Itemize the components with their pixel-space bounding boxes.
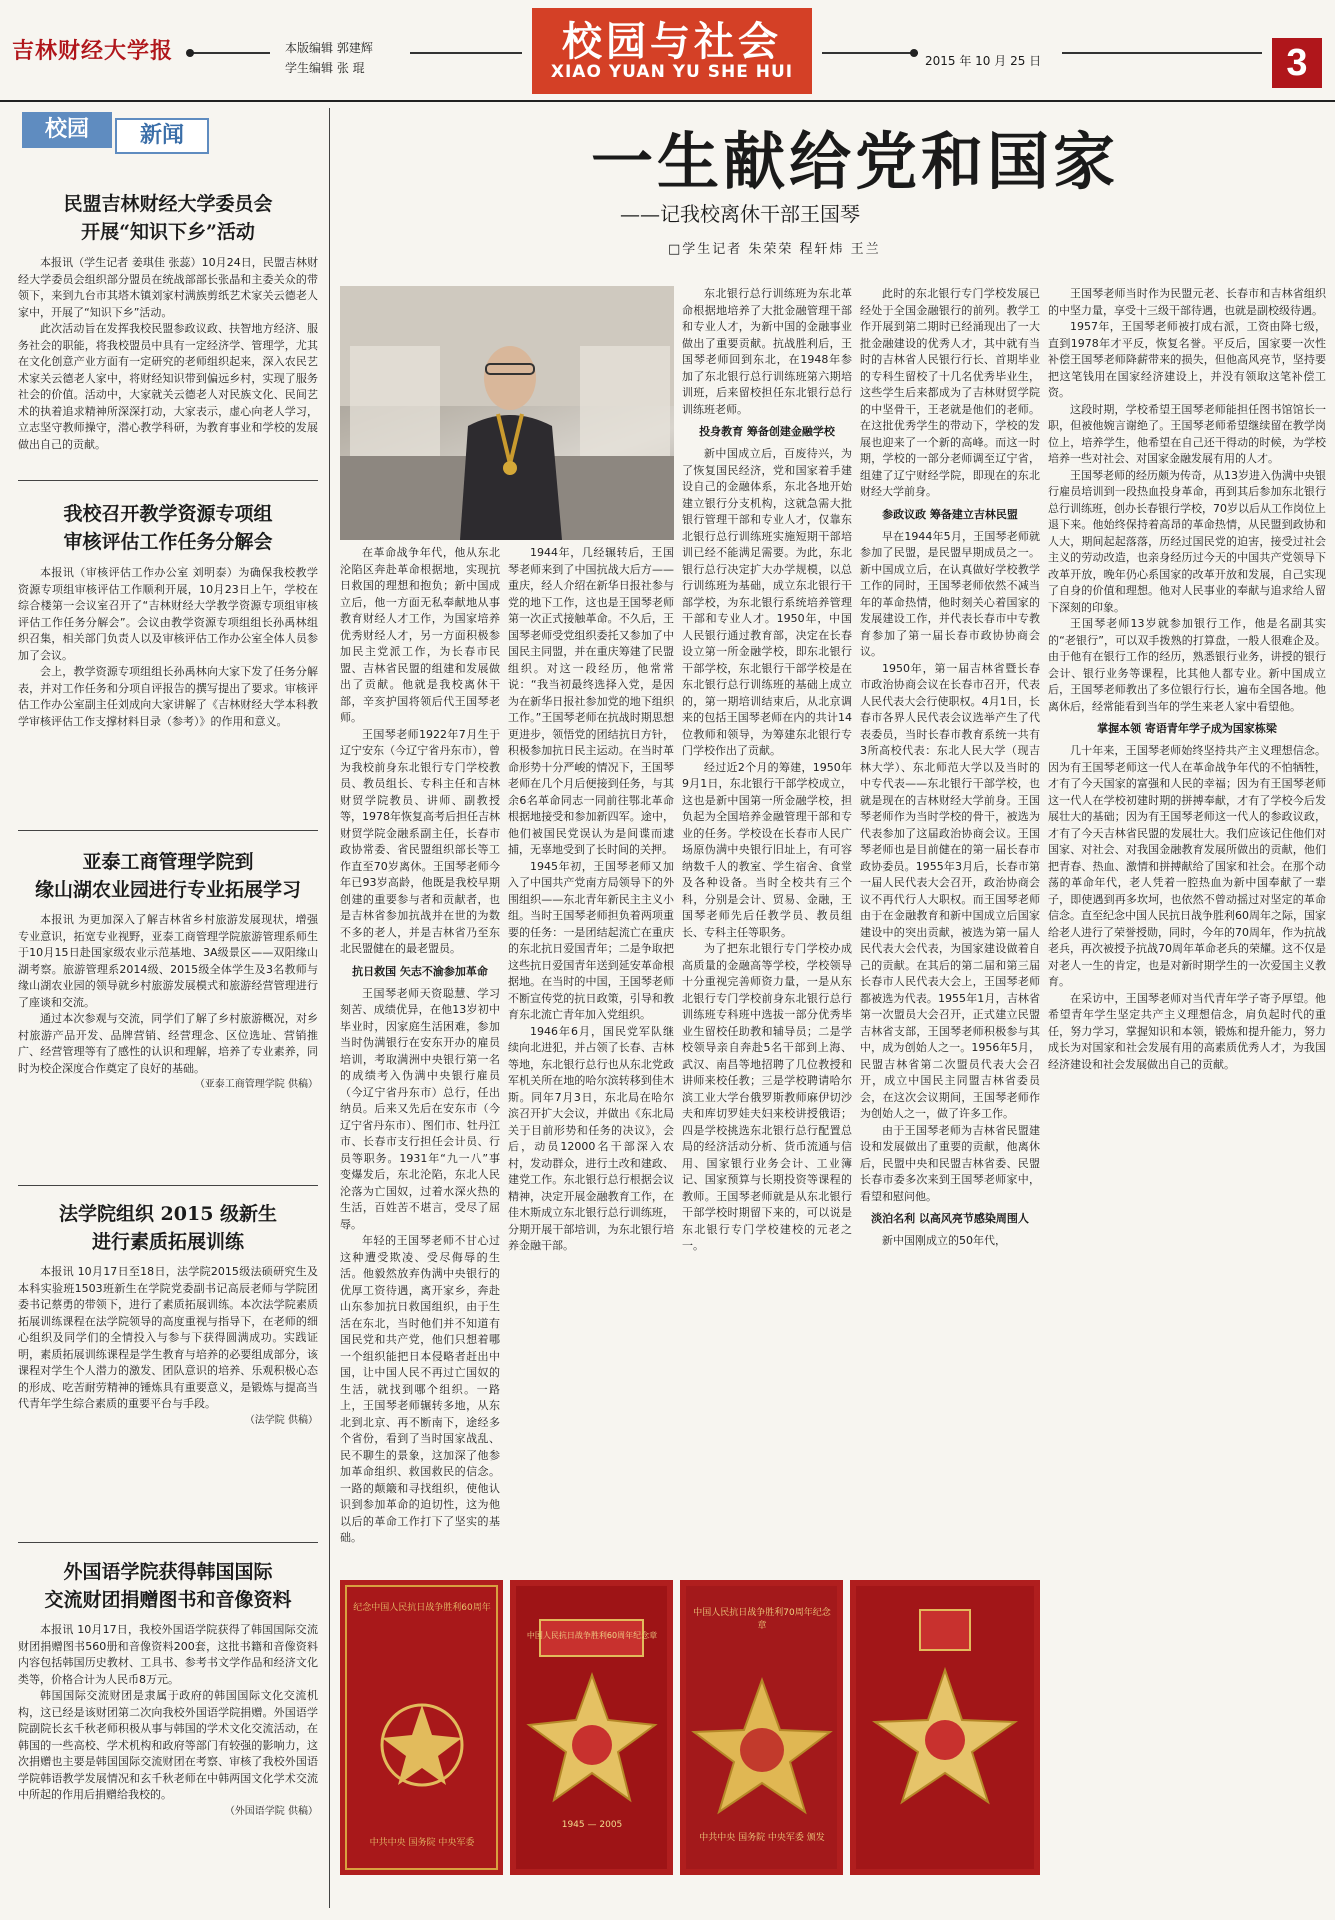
editor-line-1: 本版编辑 郭建辉 [285,41,373,55]
medal-1-illustration [340,1580,503,1875]
feature-subtitle: ——记我校离休干部王国琴 [620,202,860,226]
header-divider [0,100,1335,102]
news-2-title: 我校召开教学资源专项组 审核评估工作任务分解会 [63,503,273,553]
page-number: 3 [1272,38,1322,88]
feature-col-3: 东北银行总行训练班为东北革命根据地培养了大批金融管理干部和专业人才，为新中国的金融事业做出了重要贡献。抗战胜利后，王国琴老师回到东北，在1948年参加了东北银行总行训练班第六期培训班，后来留校担任东北银行总行训练班老师。 投身教育 筹备创建金融学校 新中国成立后，百废待兴，为了恢复国民经济，党和国家着手建设自己的金融体系，东北各地开始建立银行分支机构，这就急需大批银行管理干部和专业人才，仅靠东北银行总行训练班实施短期干部培训已经不能满足需要。为此，东北银行总行决定扩大办学规模，以总行训练班为基础，成立东北银行干部学校，为东北银行系统培养管理干部和专业人才。1950年，中国人民银行通过教育部，决定在长春设立第一所金融学校，即东北银行干部学校，东北银行干部学校是在东北银行总行训练班的基础上成立的，第一期培训结束后，从北京调来的包括王国琴老师在内的共计14位教师和领导，为筹建东北银行专门学校作出了贡献。 经过近2个月的筹建，1950年9月1日，东北银行干部学校成立，这也是新中国第一所金融学校，担负起为全国培养金融管理干部和专业的任务。学校设在长春市人民广场原伪满中央银行旧址上，有可容纳数千人的教室、学生宿舍、食堂及各种设备。当时全校共有三个科，分别是会计、贸易、金融，王国琴老师先后任教学员、教员组长、专科主任等职务。 为了把东北银行专门学校办成高质量的金融高等学校，学校领导十分重视完善师资力量，一是从东北银行专门学校前身东北银行总行训练班专科班中选拔一部分优秀毕业生留校任助教和辅导员；二是学校领导亲自奔赴5名干部到上海、武汉、南昌等地招聘了几位教授和讲师来校任教；三是学校聘请哈尔滨工业大学台俄罗斯教师麻伊切沙夫和库切罗娃夫妇来校讲授俄语；四是学校挑选东北银行总行配置总局的经济活动分析、货币流通与信用、国家银行业务会计、工业簿记、国家预算与长期投资等课程的教师。王国琴老师就是从东北银行干部学校时期留下来的，可以说是东北银行专门学校建校的元老之一。 [682,287,852,1252]
feature-title: 一生献给党和国家 [590,125,1119,198]
news-3-title: 亚泰工商管理学院到 缘山湖农业园进行专业拓展学习 [34,851,301,901]
medal-2-illustration [510,1580,673,1875]
news-3-body: 本报讯 为更加深入了解吉林省乡村旅游发展现状，增强专业意识，拓宽专业视野，亚泰工商管理学院旅游管理系师生于10月15日赴国家级农业示范基地、3A级景区——双阳缘山湖考察。旅游管理系2014级、2015级全体学生及3名教师与缘山湖农业园的领导就乡村旅游发展模式和旅游经营管理进行了座谈和交流。 通过本次参观与交流，同学们了解了乡村旅游概况，对乡村旅游产品开发、品牌营销、经营理念、区位选址、营销推广、经营管理等有了感性的认识和理解，培养了专业素养，同时为校企深度合作奠定了良好的基础。 （亚泰工商管理学院 供稿） [18,913,318,1090]
portrait-photo [340,286,674,540]
news-1-title: 民盟吉林财经大学委员会 开展“知识下乡”活动 [63,193,273,243]
medal-4-illustration [850,1580,1040,1875]
news-1-body: 本报讯（学生记者 姜琪佳 张蕊）10月24日，民盟吉林财经大学委员会组织部分盟员在统战部部长张晶和主委关众的带领下，来到九台市其塔木镇刘家村满族剪纸艺术家关云德老人家中，开展了“知识下乡”活动。 此次活动旨在发挥我校民盟参政议政、扶智地方经济、服务社会的职能，将我校盟员中具有一定经济学、管理学，尤其在文化创意产业方面有一定研究的老师组织起来，深入农民艺术家关云德老人家中，将财经知识带到偏远乡村，实现了服务社会的价值。活动中，大家就关云德老人对民族文化、民间艺术的执着追求精神所深深打动，大家表示，虚心向老人学习，立志坚守教师操守，潜心教学科研，为教育事业和学校的发展做出自己的贡献。 [18,256,318,451]
news-2-body: 本报讯（审核评估工作办公室 刘明泰）为确保我校教学资源专项组审核评估工作顺利开展，10月23日上午，学校在综合楼第一会议室召开了“吉林财经大学教学资源专项组审核评估工作任务分解会”。会议由教学资源专项组组长孙禹林组织召集，相关部门负责人以及审核评估工作办公室全体人员参加了会议。 会上，教学资源专项组组长孙禹林向大家下发了任务分解表，并对工作任务和分项自评报告的撰写提出了要求。审核评估工作办公室副主任刘成向大家讲解了《吉林财经大学本科教学审核评估工作支撑材料目录（参考）》的作用和意义。 [18,566,318,728]
news-separator [18,830,318,831]
section-title: 校园与社会 [562,18,782,65]
medal-3-caption-bottom: 中共中央 国务院 中央军委 颁发 [699,1833,825,1843]
medal-2-caption-top: 中国人民抗日战争胜利60周年纪念章 [526,1631,658,1640]
news-separator [18,1542,318,1543]
portrait-illustration [340,286,674,540]
medal-1-caption-top: 纪念中国人民抗日战争胜利60周年 [353,1603,491,1613]
header-rule-mid [410,52,522,54]
feature-col-1: 在革命战争年代，他从东北沦陷区奔赴革命根据地，实现抗日救国的理想和抱负；新中国成立后，他一方面无私奉献地从事教育财经人才工作，为国家培养优秀财经人才，另一方面积极参加民主党派工作，为长春市民盟、吉林省民盟的组建和发展做出了贡献。他就是我校离休干部，辛亥护国将领后代王国琴老师。 王国琴老师1922年7月生于辽宁安东（今辽宁省丹东市），曾为我校前身东北银行专门学校教员、教员组长、专科主任和吉林财贸学院教员、讲师、副教授等，1978年恢复高考后担任吉林财贸学院金融系副主任，长春市政协常委、省民盟组织部长等工作直至70岁离休。王国琴老师今年已93岁高龄，他既是我校早期创建的重要参与者和贡献者，也是吉林省参加抗战并在世的为数不多的老人，并是吉林省乃至东北民盟健在的最老盟员。 抗日救国 矢志不渝参加革命 王国琴老师天资聪慧、学习刻苦、成绩优异，在他13岁初中毕业时，因家庭生活困难，参加当时伪满银行在安东开办的雇员培训，考取满洲中央银行第一名的成绩考入伪满中央银行雇员（今辽宁省丹东市）总行，任出纳员。后来又先后在安东市（今辽宁省丹东市）、图们市、牡丹江市、长春市支行担任会计员、行员等职务。1931年“九一八”事变爆发后，东北沦陷，东北人民沦落为亡国奴，过着水深火热的生活，百姓苦不堪言，受尽了屈辱。 年轻的王国琴老师不甘心过这种遭受欺凌、受尽侮辱的生活。他毅然放弃伪满中央银行的优厚工资待遇，离开家乡，奔赴山东参加抗日救国组织，由于生活在东北，当时他们并不知道有国民党和共产党，他们只想着哪一个组织能把日本侵略者赶出中国，让中国人民不再过亡国奴的生活，就找到哪个组织。一路上，王国琴老师辗转多地，从东北到北京、再不断南下，途经多个省份，看到了当时国家战乱、民不聊生的景象，这加深了他参加革命组织、救国救民的信念。一路的颠簸和寻找组织，使他认识到参加革命的迫切性，这为他以后的革命工作打下了坚实的基础。 [340,546,500,1544]
feature-col-5: 王国琴老师当时作为民盟元老、长春市和吉林省组织的中坚力量，享受十三级干部待遇，也就是副校级待遇。 1957年，王国琴老师被打成右派，工资由降七级，直到1978年才平反，恢复名誉。平反后，国家要一次性补偿王国琴老师降薪带来的损失，但他高风亮节，坚持要把这笔钱用在国家经济建设上，并没有领取这笔补偿工资。 这段时期，学校希望王国琴老师能担任图书馆馆长一职，但被他婉言谢绝了。王国琴老师希望继续留在教学岗位上，培养学生，他希望在自己还干得动的时候，为学校培养一些对社会、对国家金融发展有用的人才。 王国琴老师的经历颇为传奇，从13岁进入伪满中央银行雇员培训到一段热血投身革命，再到其后参加东北银行总行训练班，创办长春银行学校，70岁以后从工作岗位上退下来。他始终保持着高昂的革命热情，从民盟到政协和人大，期间起起落落，历经过国民党的迫害，接受过社会主义的劳动改造，也亲身经历过今天的中国共产党领导下改革开放，晚年仍心系国家的改革开放和发展，自己实现了自身的价值和理想。他对人民事业的奉献与追求给人留下深刻的印象。 王国琴老师13岁就参加银行工作，他是名副其实的“老银行”，可以双手拨熟的打算盘，一般人很难企及。由于他有在银行工作的经历，熟悉银行业务，讲授的银行会计、银行业务等课程，比其他人都专业。新中国成立后，王国琴老师教出了多位银行行长，遍布全国各地。他离休后，经常能看到当年的学生来老人家中看望他。 掌握本领 寄语青年学子成为国家栋梁 几十年来，王国琴老师始终坚持共产主义理想信念。因为有王国琴老师这一代人在革命战争年代的不怕牺牲，才有了今天国家的富强和人民的幸福；因为有王国琴老师这一代人在学校初建时期的拼搏奉献，才有了学校今后发展壮大的基础；因为有王国琴老师这一代人的参政议政，才有了今天吉林省民盟的发展壮大。我们应该记住他们对国家、对社会、对我国金融教育发展所做出的贡献，他们把青春、热血、激情和拼搏献给了国家和社会。在那个动荡的革命年代，老人凭着一腔热血为新中国奉献了一辈子，即使遇到再多坎坷，也依然不曾动摇过对坚定的革命信念。直至纪念中国人民抗日战争胜利60周年之际，国家给老人进行了荣誉授勋，同时，今年的70周年，作为抗战老兵，再次被授予抗战70周年革命老兵的荣耀。这不仅是对老人一生的肯定，也是对新时期学生的一次爱国主义教育。 在采访中，王国琴老师对当代青年学子寄予厚望。他希望青年学生坚定共产主义理想信念，肩负起时代的重任，努力学习，掌握知识和本领，锻炼和提升能力，努力成长为对国家和社会发展有用的高素质优秀人才，为我国经济建设和社会发展做出自己的贡献。 [1048,287,1326,1071]
section-pinyin: XIAO YUAN YU SHE HUI [550,62,794,82]
header-rule-far [1062,52,1262,54]
issue-date: 2015 年 10 月 25 日 [925,54,1042,68]
feature-col-4: 此时的东北银行专门学校发展已经处于全国金融银行的前列。教学工作开展到第二期时已经涌现出了一大批金融建设的优秀人才，其中就有当时的吉林省人民银行行长、首期毕业的专科生留校了十几名优秀毕业生，这些学生后来都成为了吉林财贸学院的中坚骨干，王老就是他们的老师。在这批优秀学生的带动下，学校的发展也迎来了一个新的高峰。而这一时期，学校的一部分老师调至辽宁省，组建了辽宁财经学院，即现在的东北财经大学前身。 参政议政 筹备建立吉林民盟 早在1944年5月，王国琴老师就参加了民盟，是民盟早期成员之一。新中国成立后，在认真做好学校教学工作的同时，王国琴老师依然不减当年的革命热情，他时刻关心着国家的发展建设工作，并代表长春市中专教育参加了第一届长春市政协协商会议。 1950年，第一届吉林省暨长春市政治协商会议在长春市召开，代表人民代表大会行使职权。4月1日，长春市各界人民代表会议选举产生了代表委员，当时长春市教育系统一共有3所高校代表：东北人民大学（现吉林大学）、东北师范大学以及当时的中专代表——东北银行干部学校，也就是现在的吉林财经大学前身。王国琴老师作为当时学校的骨干，被选为代表参加了这届政治协商会议。王国琴老师也是目前健在的第一届长春市政协委员。1955年3月后，长春市第一届人民代表大会召开，政治协商会议不再代行人大职权。而王国琴老师由于在金融教育和新中国成立后国家建设中的突出贡献，被选为第一届人民代表大会代表，为国家建设做着自己的贡献。在其后的第二届和第三届长春市人民代表大会上，王国琴老师都被选为代表。1955年1月，吉林省第一次盟员大会召开，正式建立民盟吉林省支部，王国琴老师积极参与其中，成为创始人之一。1956年5月，民盟吉林省第二次盟员代表大会召开，成立中国民主同盟吉林省委员会，在这次会议期间，王国琴老师作为创始人之一，做了许多工作。 由于王国琴老师为吉林省民盟建设和发展做出了重要的贡献，他离休后，民盟中央和民盟吉林省委、民盟长春市委多次来到王国琴老师家中，看望和慰问他。 淡泊名利 以高风亮节感染周围人 新中国刚成立的50年代， [860,287,1040,1247]
news-tag-campus: 校园 [22,112,112,148]
medal-1-caption-bottom: 中共中央 国务院 中央军委 [369,1838,475,1848]
news-5-body: 本报讯 10月17日，我校外国语学院获得了韩国国际交流财团捐赠图书560册和音像资料200套，这批书籍和音像资料内容包括韩国历史教材、工具书、参考书文学作品和经济文化类等，价格合计为人民币8万元。 韩国国际交流财团是隶属于政府的韩国国际文化交流机构，这已经是该财团第二次向我校外国语学院捐赠。外国语学院副院长玄千秋老师积极从事与韩国的学术文化交流活动，在韩国的一些高校、学术机构和政府等部门有较强的影响力，这次捐赠也主要是韩国国际交流财团在考察、审核了我校外国语学院韩语教学发展情况和玄千秋老师在中韩两国文化学术交流中所起的作用后捐赠给我校的。 （外国语学院 供稿） [18,1623,318,1817]
feature-byline: □学生记者 朱荣荣 程轩炜 王兰 [668,242,881,257]
news-separator [18,1185,318,1186]
medal-photo-3 [680,1580,843,1875]
medal-photo-1 [340,1580,503,1875]
header-dot-right [910,49,918,57]
news-4-title: 法学院组织 2015 级新生 进行素质拓展训练 [58,1203,278,1253]
medal-2-caption-bottom: 1945 — 2005 [561,1820,623,1830]
header-rule-right [822,52,918,54]
editor-line-2: 学生编辑 张 琨 [285,61,365,75]
header-rule-left [190,52,270,54]
news-tag-news: 新闻 [115,118,209,154]
news-4-body: 本报讯 10月17日至18日，法学院2015级法硕研究生及本科实验班1503班新生在学院党委副书记高辰老师与学院团委书记蔡勇的带领下，进行了素质拓展训练。本次法学院素质拓展训练课程在法学院领导的高度重视与指导下，在老师的细心组织及同学们的全情投入与参与下获得圆满成功。实践证明，素质拓展训练课程是学生教育与培养的必要组成部分，该课程对学生个人潜力的激发、团队意识的培养、乐观积极心态的形成、吃苦耐劳精神的锤炼具有重要意义，是锻炼与提高当代青年学生综合素质的重要平台与手段。 （法学院 供稿） [18,1265,318,1426]
news-separator [18,480,318,481]
masthead: 吉林财经大学报 [12,38,174,64]
feature-col-2: 1944年，几经辗转后，王国琴老师来到了中国抗战大后方——重庆，经人介绍在新华日报社参与党的地下工作，这也是王国琴老师第一次正式接触革命。不久后，王国琴老师受党组织委托又参加了中国民主同盟，并在重庆筹建了民盟组织。对这一段经历，他常常说：“我当初最终选择入党，是因为在新华日报社参加党的地下组织工作。”王国琴老师在抗战时期思想更进步，领悟党的团结抗日方针，积极参加抗日民主运动。在当时革命形势十分严峻的情况下，王国琴老师在几个月后便接到任务，与其余6名革命同志一同前往鄂北革命根据地接受和参加新四军。途中，他们被国民党误认为是间谍而逮捕，无辜地受到了长时间的关押。 1945年初，王国琴老师又加入了中国共产党南方局领导下的外围组织——东北青年新民主主义小组。当时王国琴老师担负着两项重要的任务：一是团结起流亡在重庆的东北抗日爱国青年；二是争取把这些抗日爱国青年送到延安革命根据地。在当时的中国，王国琴老师不断宣传党的抗日政策，引导和教育东北流亡青年加入党组织。 1946年6月，国民党军队继续向北进犯，并占领了长春、吉林等地，东北银行总行也从东北党政军机关所在地的哈尔滨转移到佳木斯。同年7月3日，东北局在哈尔滨召开扩大会议，并做出《东北局关于目前形势和任务的决议》，会后，动员12000名干部深入农村，发动群众，进行土改和建政、建党工作。东北银行总行根据会议精神，决定开展金融教育工作，在佳木斯成立东北银行总行训练班，分期开展干部培训，为东北银行培养金融干部。 [508,546,674,1252]
medal-3-caption-top: 中国人民抗日战争胜利70周年纪念章 [693,1608,831,1631]
news-5-title: 外国语学院获得韩国国际 交流财团捐赠图书和音像资料 [44,1561,292,1611]
header-dot [186,49,194,57]
medal-photo-4 [850,1580,1040,1875]
column-divider [329,108,330,1908]
medal-photo-2 [510,1580,673,1875]
